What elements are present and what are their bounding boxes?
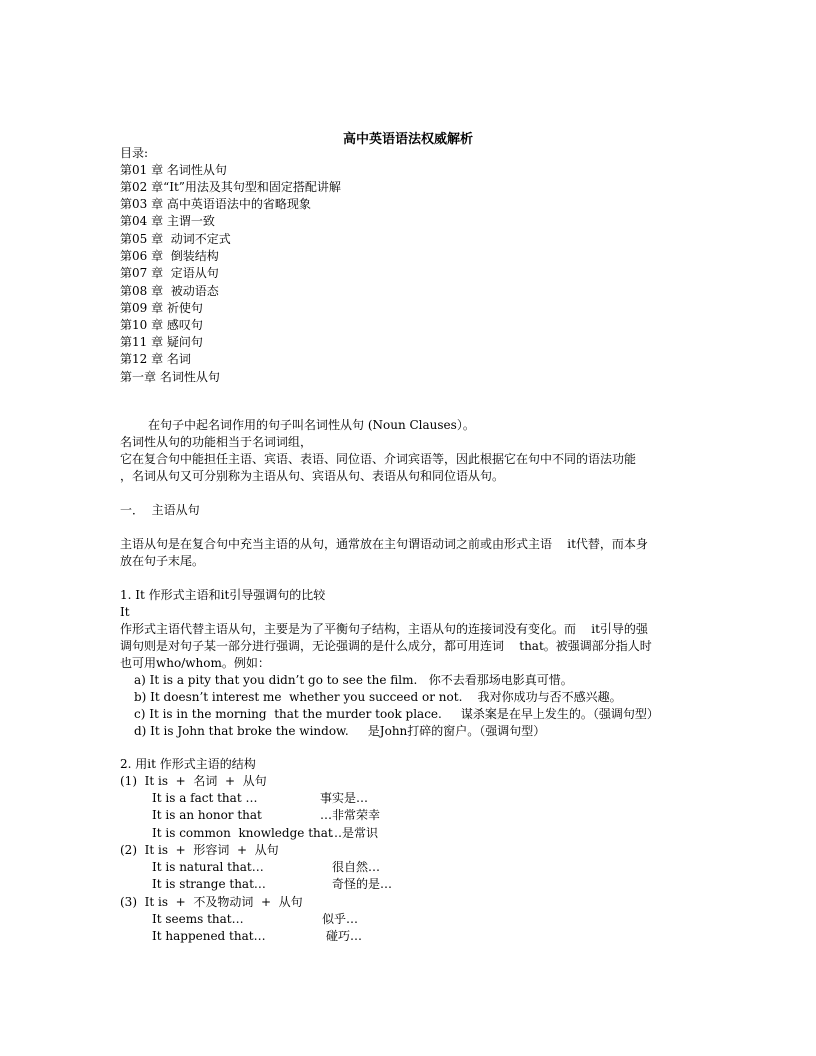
toc-item: 第10 章 感叹句 bbox=[120, 318, 203, 332]
structure-example: It is common knowledge that bbox=[152, 826, 333, 840]
section-paragraph: 主语从句是在复合句中充当主语的从句，通常放在主句谓语动词之前或由形式主语 it代替，而本身 bbox=[120, 537, 648, 551]
toc-item: 第04 章 主谓一致 bbox=[120, 214, 215, 228]
subsection-text: 作形式主语代替主语从句，主要是为了平衡句子结构，主语从句的连接词没有变化。而 it引导的强 bbox=[120, 622, 648, 636]
toc-item: 第02 章“It”用法及其句型和固定搭配讲解 bbox=[120, 180, 341, 194]
subsection-heading: 2. 用it 作形式主语的结构 bbox=[120, 757, 256, 771]
toc-item: 第03 章 高中英语语法中的省略现象 bbox=[120, 197, 311, 211]
subsection-text: 也可用who/whom。例如： bbox=[120, 656, 270, 670]
structure-heading: (3) It is + 不及物动词 + 从句 bbox=[120, 895, 303, 909]
toc-item: 第07 章 定语从句 bbox=[120, 266, 219, 280]
structure-example: It is a fact that … bbox=[152, 791, 258, 805]
example-sentence: a) It is a pity that you didn’t go to see the film. 你不去看那场电影真可惜。 bbox=[134, 673, 573, 687]
structure-translation: 很自然… bbox=[332, 860, 381, 874]
structure-translation: 奇怪的是… bbox=[332, 877, 393, 891]
structure-translation: 碰巧… bbox=[326, 929, 363, 943]
intro-paragraph: 名词性从句的功能相当于名词词组， bbox=[120, 435, 313, 449]
structure-translation: 事实是… bbox=[320, 791, 369, 805]
subsection-heading: 1. It 作形式主语和it引导强调句的比较 bbox=[120, 588, 326, 602]
subsection-text: 调句则是对句子某一部分进行强调，无论强调的是什么成分，都可用连词 that。被强调部分指人时 bbox=[120, 639, 652, 653]
chapter-heading: 第一章 名词性从句 bbox=[120, 370, 220, 384]
toc-item: 第06 章 倒装结构 bbox=[120, 249, 219, 263]
toc-item: 第09 章 祈使句 bbox=[120, 301, 203, 315]
example-sentence: d) It is John that broke the window. 是John打碎的窗户。（强调句型） bbox=[134, 724, 546, 738]
example-sentence: c) It is in the morning that the murder took place. 谋杀案是在早上发生的。（强调句型） bbox=[134, 707, 659, 721]
document-title: 高中英语语法权威解析 bbox=[342, 132, 473, 147]
toc-item: 第12 章 名词 bbox=[120, 352, 191, 366]
example-sentence: b) It doesn’t interest me whether you succeed or not. 我对你成功与否不感兴趣。 bbox=[134, 690, 622, 704]
intro-paragraph: ，名词从句又可分别称为主语从句、宾语从句、表语从句和同位语从句。 bbox=[120, 469, 505, 483]
toc-item: 第05 章 动词不定式 bbox=[120, 232, 231, 246]
structure-heading: (2) It is + 形容词 + 从句 bbox=[120, 843, 279, 857]
structure-example: It is natural that… bbox=[152, 860, 264, 874]
structure-example: It is strange that… bbox=[152, 877, 266, 891]
structure-example: It seems that… bbox=[152, 912, 244, 926]
structure-heading: (1) It is + 名词 + 从句 bbox=[120, 774, 267, 788]
toc-item: 第08 章 被动语态 bbox=[120, 284, 219, 298]
section-paragraph: 放在句子末尾。 bbox=[120, 554, 205, 568]
structure-translation: 似乎… bbox=[322, 912, 359, 926]
toc-label: 目录: bbox=[120, 146, 149, 160]
toc-item: 第01 章 名词性从句 bbox=[120, 163, 227, 177]
subsection-text: It bbox=[120, 605, 130, 619]
structure-translation: …非常荣幸 bbox=[320, 808, 381, 822]
intro-paragraph: 在句子中起名词作用的句子叫名词性从句 (Noun Clauses）。 bbox=[148, 418, 475, 432]
structure-example: It happened that… bbox=[152, 929, 266, 943]
section-heading: 一． 主语从句 bbox=[120, 503, 200, 517]
structure-example: It is an honor that bbox=[152, 808, 262, 822]
intro-paragraph: 它在复合句中能担任主语、宾语、表语、同位语、介词宾语等，因此根据它在句中不同的语法功能 bbox=[120, 452, 637, 466]
structure-translation: …是常识 bbox=[330, 826, 379, 840]
toc-item: 第11 章 疑问句 bbox=[120, 335, 203, 349]
